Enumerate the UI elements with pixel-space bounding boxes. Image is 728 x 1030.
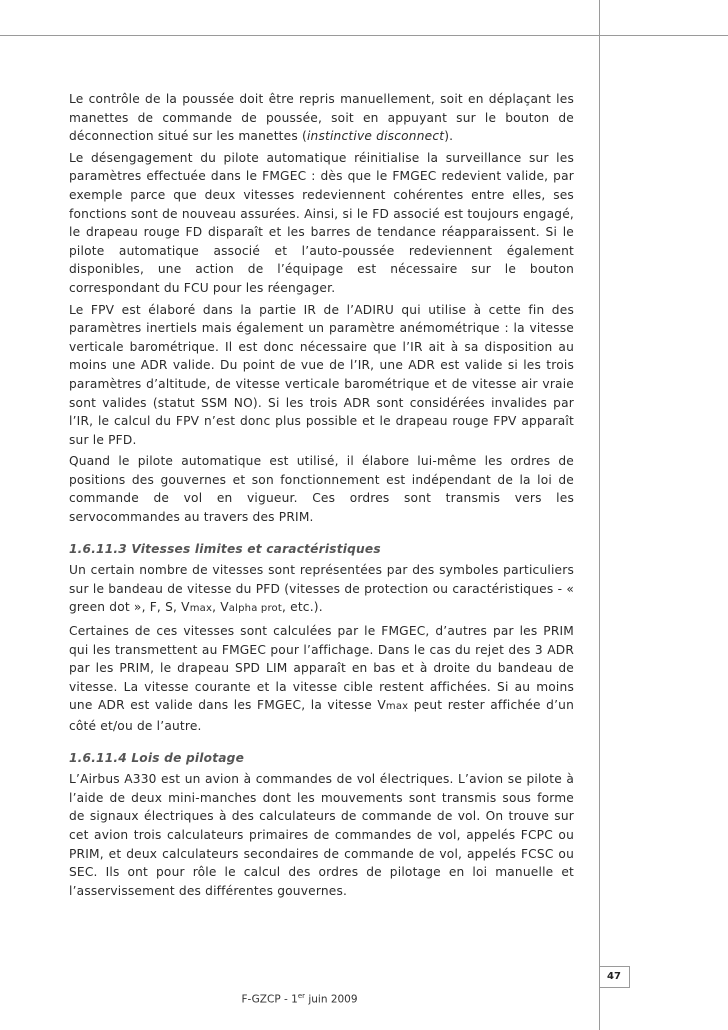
page-footer: F-GZCP - 1er juin 2009 <box>241 992 358 1006</box>
document-body <box>69 90 574 903</box>
paragraph-flight-controls: L’Airbus A330 est un avion à commandes de vol électriques. L’avion se pilote à l’aide de deux mini-manches dont les mouvements sont transmis sous forme de signaux électriques à des calculateurs de commande de vol. On trouve sur cet avion trois calculateurs primaires de commandes de vol, appelés FCPC ou PRIM, et deux calculateurs secondaires de commande de vol, appelés FCSC ou SEC. Ils ont pour rôle le calcul des ordres de pilotage en loi manuelle et l’asservissement des différentes gouvernes. <box>69 772 574 898</box>
margin-rule <box>599 0 600 1030</box>
paragraph-thrust-control: Le contrôle de la poussée doit être repris manuellement, soit en déplaçant les manettes de commande de poussée, soit en appuyant sur le bouton de déconnection situé sur les manettes (instinctive disconnect). <box>69 92 574 144</box>
paragraph-fpv: Le FPV est élaboré dans la partie IR de l’ADIRU qui utilise à cette fin des paramètres inertiels mais également un paramètre anémométrique : la vitesse verticale barométrique. Il est donc nécessaire que l’IR ait à sa disposition au moins une ADR valide. Du point de vue de l’IR, une ADR est valide si les trois paramètres d’altitude, de vitesse verticale barométrique et de vitesse air vraie sont valides (statut SSM NO). Si les trois ADR sont considérées invalides par l’IR, le calcul du FPV n’est donc plus possible et le drapeau rouge FPV apparaît sur le PFD. <box>69 302 574 447</box>
paragraph-speed-symbols: Un certain nombre de vitesses sont représentées par des symboles particuliers sur le bandeau de vitesse du PFD (vitesses de protection ou caractéristiques - « green dot », F, S, Vmax, Valpha prot, etc.). <box>69 563 574 615</box>
italic-term: instinctive disconnect <box>306 129 445 144</box>
header-rule <box>0 35 728 36</box>
section-heading-speeds: 1.6.11.3 Vitesses limites et caractéristiques <box>69 541 381 556</box>
paragraph-autopilot-orders: Quand le pilote automatique est utilisé, il élabore lui-même les ordres de positions des gouvernes et son fonctionnement est indépendant de la loi de commande de vol en vigueur. Ces ordres sont transmis vers les servocommandes au travers des PRIM. <box>69 454 574 525</box>
paragraph-speed-calculation: Certaines de ces vitesses sont calculées par le FMGEC, d’autres par les PRIM qui les transmettent au FMGEC pour l’affichage. Dans le cas du rejet des 3 ADR par les PRIM, le drapeau SPD LIM apparaît en bas et à droite du bandeau de vitesse. La vitesse courante et la vitesse cible restent affichées. Si au moins une ADR est valide dans les FMGEC, la vitesse Vmax peut rester affichée d’un côté et/ou de l’autre. <box>69 624 574 733</box>
page-number: 47 <box>599 966 630 988</box>
section-heading-flight-laws: 1.6.11.4 Lois de pilotage <box>69 750 245 765</box>
paragraph-autopilot-disengagement: Le désengagement du pilote automatique réinitialise la surveillance sur les paramètres effectuée dans le FMGEC : dès que le FMGEC redevient valide, par exemple parce que deux vitesses redeviennent cohérentes entre elles, ses fonctions sont de nouveau assurées. Ainsi, si le FD associé est toujours engagé, le drapeau rouge FD disparaît et les barres de tendance réapparaissent. Si le pilote automatique associé et l’auto-poussée redeviennent également disponibles, une action de l’équipage est nécessaire sur le bouton correspondant du FCU pour les réengager. <box>69 150 574 295</box>
